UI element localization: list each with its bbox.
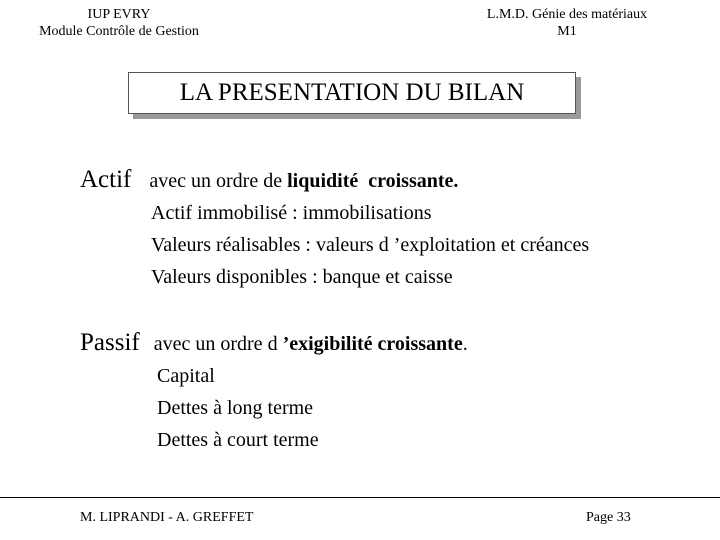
passif-line <box>80 329 468 357</box>
list-item: Valeurs disponibles : banque et caisse <box>151 266 453 288</box>
passif-intro-suffix: . <box>462 333 468 355</box>
slide-title: LA PRESENTATION DU BILAN <box>179 79 525 106</box>
title-box <box>128 72 576 114</box>
header-program: L.M.D. Génie des matériaux <box>486 7 648 22</box>
list-item: Valeurs réalisables : valeurs d ’exploitation et créances <box>151 234 590 256</box>
list-item: Capital <box>157 365 215 387</box>
actif-intro-prefix: avec un ordre de <box>149 170 288 192</box>
actif-intro-croissante: croissante. <box>368 170 459 192</box>
header-right <box>460 6 674 40</box>
passif-intro-bold: ’exigibilité croissante <box>282 333 463 355</box>
actif-list <box>151 197 589 293</box>
list-item: Actif immobilisé : immobilisations <box>151 202 432 224</box>
actif-line <box>80 166 458 194</box>
header-module: Module Contrôle de Gestion <box>39 24 199 39</box>
header-school: IUP EVRY <box>87 7 151 22</box>
actif-intro-liquidite: liquidité <box>287 170 359 192</box>
list-item: Dettes à court terme <box>157 429 319 451</box>
passif-intro-prefix: avec un ordre d <box>153 333 283 355</box>
passif-heading: Passif <box>80 329 140 356</box>
header-level: M1 <box>557 24 577 39</box>
passif-list <box>157 360 319 456</box>
footer-page-number: Page 33 <box>586 510 631 525</box>
actif-heading: Actif <box>80 166 132 193</box>
header-left <box>14 6 224 40</box>
footer-authors: M. LIPRANDI - A. GREFFET <box>80 510 254 525</box>
footer-rule <box>0 497 720 498</box>
list-item: Dettes à long terme <box>157 397 314 419</box>
